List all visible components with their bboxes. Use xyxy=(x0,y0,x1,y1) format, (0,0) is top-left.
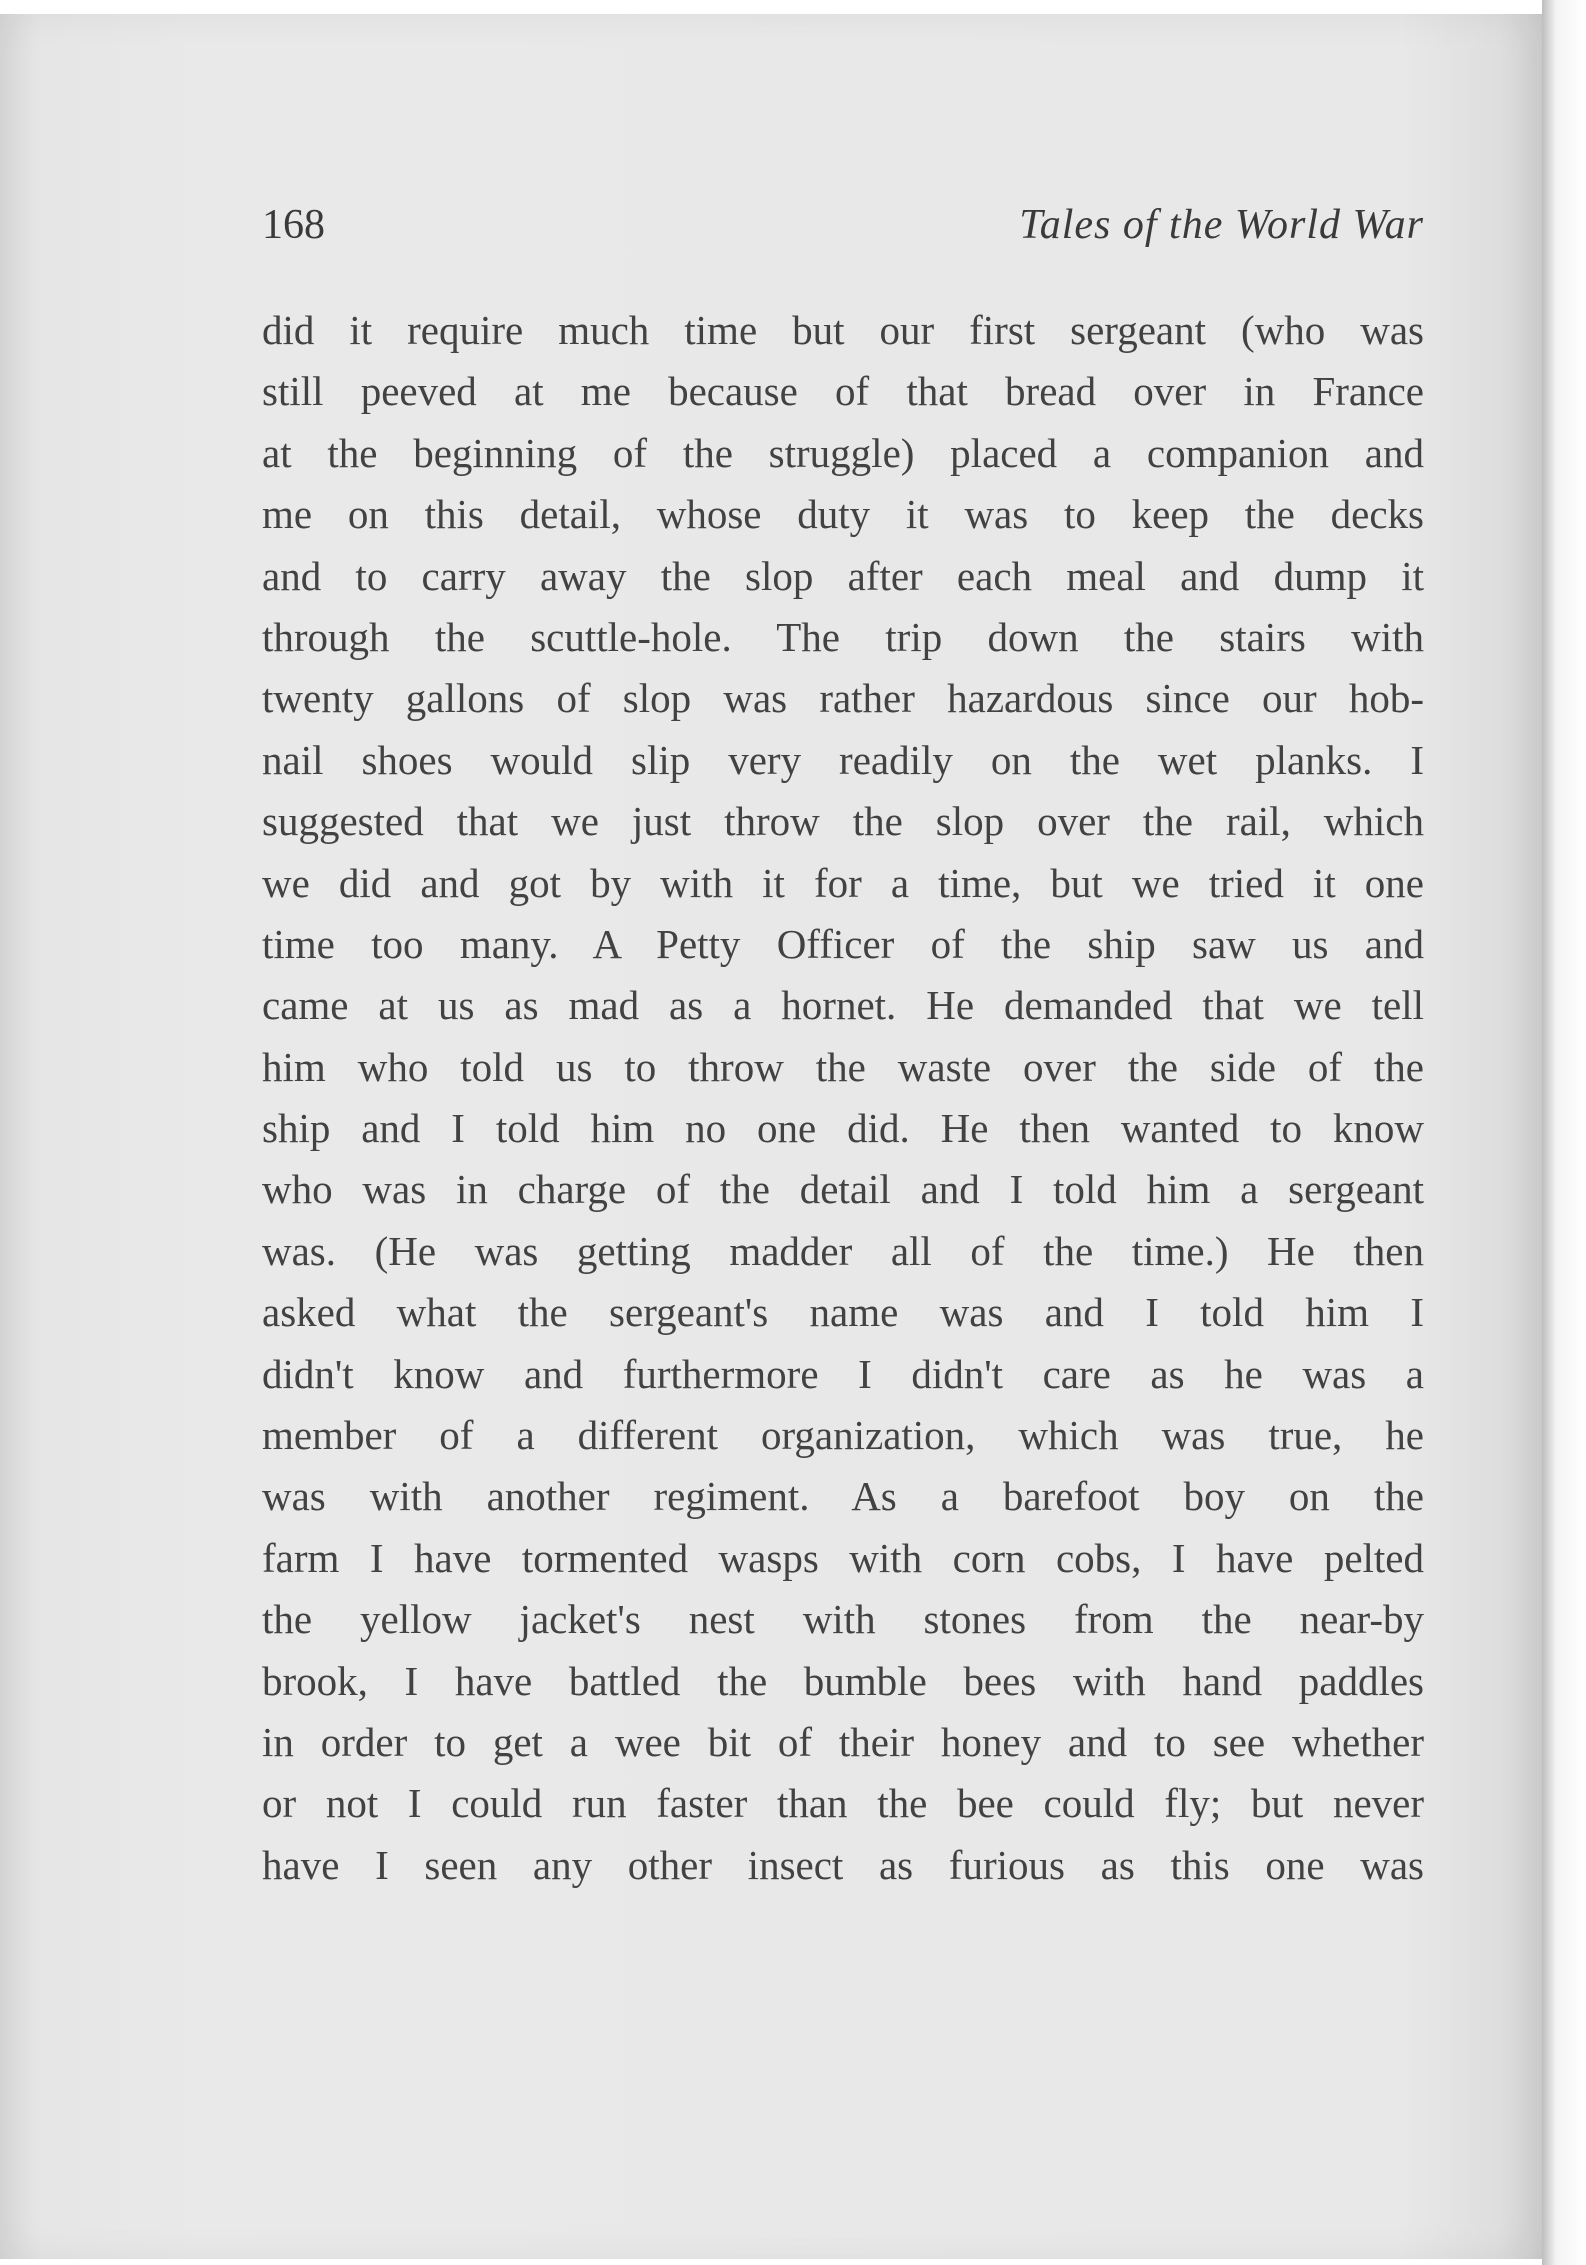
text-line: in order to get a wee bit of their honey and to see whether xyxy=(262,1718,1424,1765)
text-line: brook, I have battled the bumble bees with hand paddles xyxy=(262,1657,1424,1704)
text-line: time too many. A Petty Officer of the ship saw us and xyxy=(262,920,1424,967)
text-line: came at us as mad as a hornet. He demanded that we tell xyxy=(262,982,1424,1029)
text-line: suggested that we just throw the slop over the rail, which xyxy=(262,798,1424,845)
text-line: member of a different organization, which was true, he xyxy=(262,1412,1424,1459)
text-line: and to carry away the slop after each meal and dump it xyxy=(262,552,1424,599)
running-head xyxy=(262,190,1424,260)
text-line: was with another regiment. As a barefoot boy on the xyxy=(262,1473,1424,1520)
running-title: Tales of the World War xyxy=(1019,202,1424,248)
text-line: at the beginning of the struggle) placed a companion and xyxy=(262,429,1424,476)
text-line: farm I have tormented wasps with corn cobs, I have pelted xyxy=(262,1534,1424,1581)
text-line: me on this detail, whose duty it was to keep the decks xyxy=(262,491,1424,538)
text-line: ship and I told him no one did. He then wanted to know xyxy=(262,1105,1424,1152)
text-line: him who told us to throw the waste over the side of the xyxy=(262,1043,1424,1090)
text-line: did it require much time but our first sergeant (who was xyxy=(262,307,1424,353)
body-text xyxy=(262,300,1424,1896)
text-line: nail shoes would slip very readily on the wet planks. I xyxy=(262,736,1424,783)
text-line: was. (He was getting madder all of the time.) He then xyxy=(262,1227,1424,1274)
text-line: didn't know and furthermore I didn't care as he was a xyxy=(262,1350,1424,1397)
text-line: have I seen any other insect as furious as this one was xyxy=(262,1841,1424,1888)
text-line: or not I could run faster than the bee could fly; but never xyxy=(262,1780,1424,1827)
page-number: 168 xyxy=(262,202,325,248)
text-line: twenty gallons of slop was rather hazardous since our hob- xyxy=(262,675,1424,722)
text-line: who was in charge of the detail and I told him a sergeant xyxy=(262,1166,1424,1213)
text-line: the yellow jacket's nest with stones from the near-by xyxy=(262,1596,1424,1643)
text-line: through the scuttle-hole. The trip down the stairs with xyxy=(262,613,1424,660)
text-line: still peeved at me because of that bread over in France xyxy=(262,368,1424,415)
page-edge-shadow xyxy=(1542,0,1586,2265)
text-line: asked what the sergeant's name was and I told him I xyxy=(262,1289,1424,1336)
text-line: we did and got by with it for a time, but we tried it one xyxy=(262,859,1424,906)
